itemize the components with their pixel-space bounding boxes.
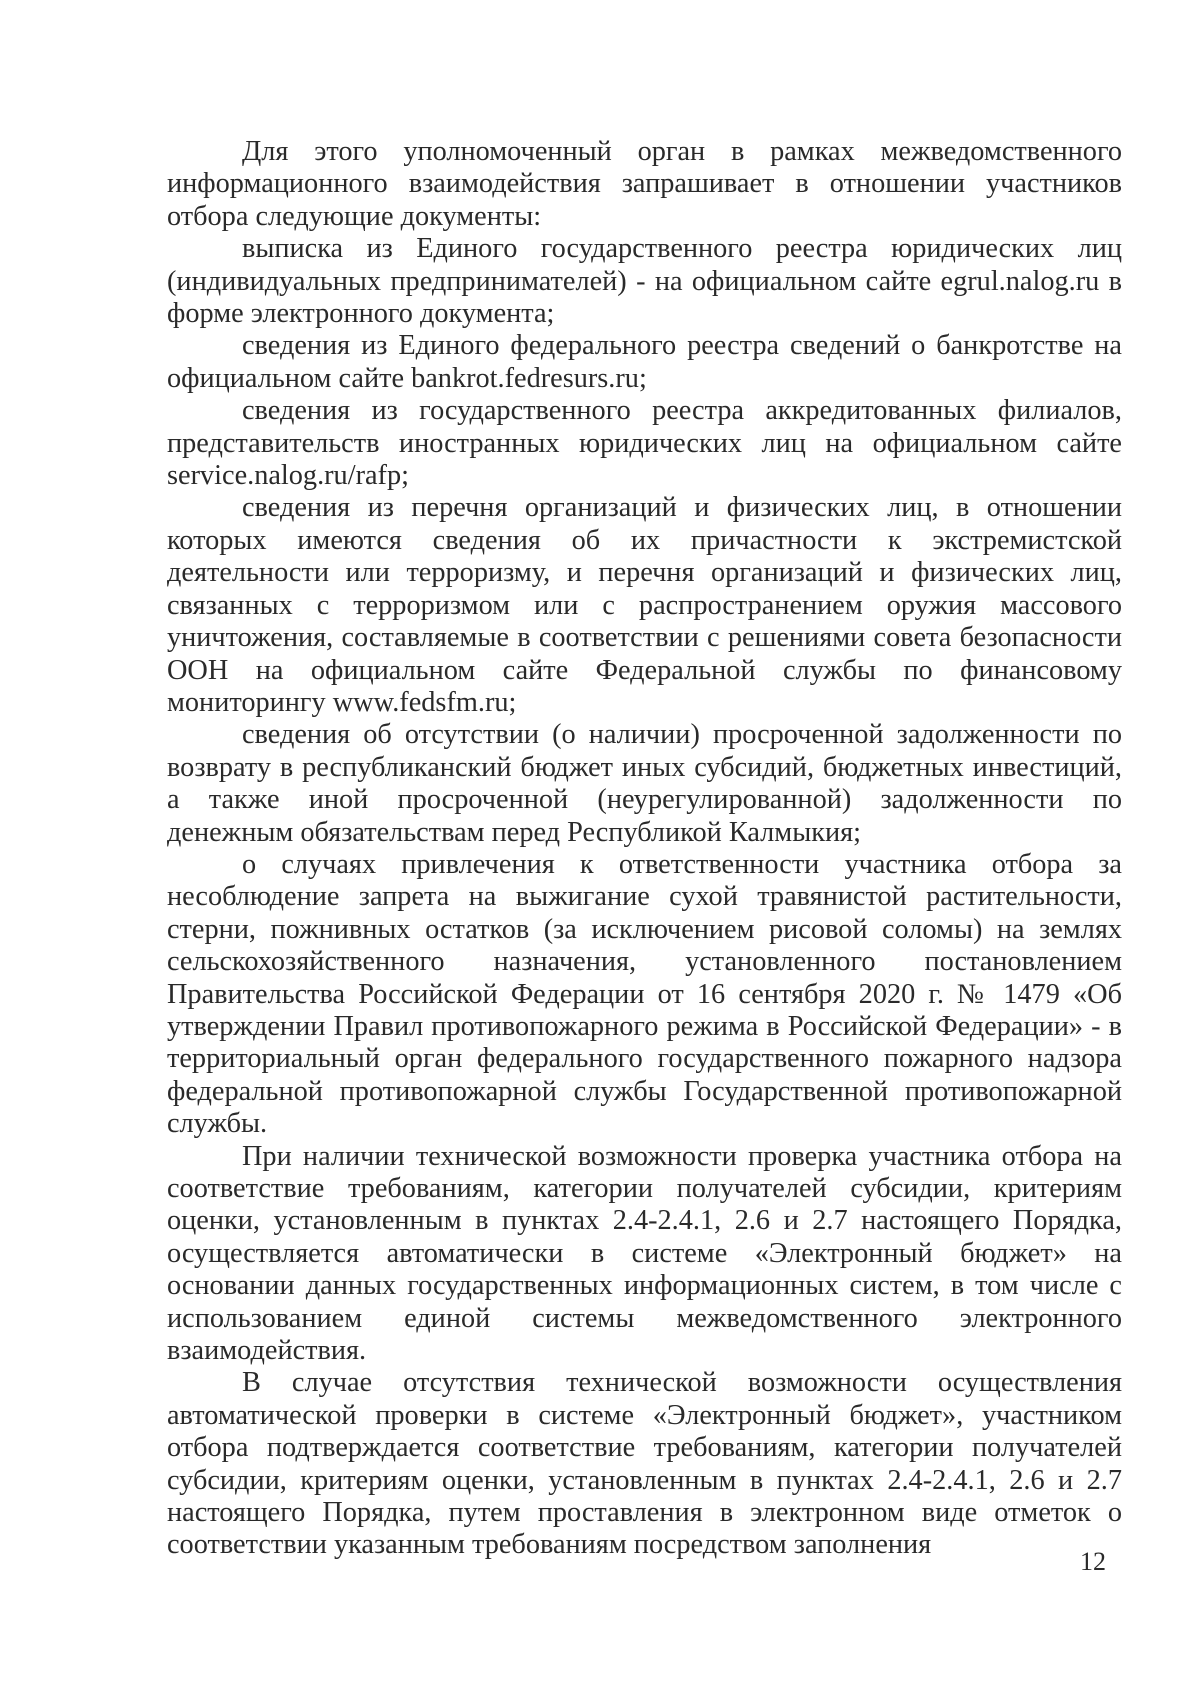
paragraph: В случае отсутствия технической возможности осуществления автоматической проверки в системе «Электронный бюджет», участником отбора подтверждается соответствие требованиям, категории получателей субсидии, критериям оценки, установленным в пунктах 2.4-2.4.1, 2.6 и 2.7 настоящего Порядка, путем проставления в электронном виде отметок о соответствии указанным требованиям посредством заполнения	[167, 1367, 1122, 1561]
page-number: 12	[1080, 1547, 1106, 1576]
paragraph: сведения из Единого федерального реестра сведений о банкротстве на официальном сайте bankrot.fedresurs.ru;	[167, 330, 1122, 394]
paragraph: выписка из Единого государственного реестра юридических лиц (индивидуальных предпринимателей) - на официальном сайте egrul.nalog.ru в форме электронного документа;	[167, 233, 1122, 330]
paragraph: о случаях привлечения к ответственности участника отбора за несоблюдение запрета на выжигание сухой травянистой растительности, стерни, пожнивных остатков (за исключением рисовой соломы) на землях сельскохозяйственного назначения, установленного постановлением Правительства Российской Федерации от 16 сентября 2020 г. № 1479 «Об утверждении Правил противопожарного режима в Российской Федерации» - в территориальный орган федерального государственного пожарного надзора федеральной противопожарной службы Государственной противопожарной службы.	[167, 848, 1122, 1140]
paragraph: сведения из государственного реестра аккредитованных филиалов, представительств иностранных юридических лиц на официальном сайте service.nalog.ru/rafp;	[167, 395, 1122, 492]
paragraph: сведения об отсутствии (о наличии) просроченной задолженности по возврату в республиканский бюджет иных субсидий, бюджетных инвестиций, а также иной просроченной (неурегулированной) задолженности по денежным обязательствам перед Республикой Калмыкия;	[167, 719, 1122, 848]
paragraph: При наличии технической возможности проверка участника отбора на соответствие требованиям, категории получателей субсидии, критериям оценки, установленным в пунктах 2.4-2.4.1, 2.6 и 2.7 настоящего Порядка, осуществляется автоматически в системе «Электронный бюджет» на основании данных государственных информационных систем, в том числе с использованием единой системы межведомственного электронного взаимодействия.	[167, 1140, 1122, 1367]
paragraph: Для этого уполномоченный орган в рамках межведомственного информационного взаимодействия запрашивает в отношении участников отбора следующие документы:	[167, 136, 1122, 232]
document-body	[167, 136, 1122, 1562]
paragraph: сведения из перечня организаций и физических лиц, в отношении которых имеются сведения об их причастности к экстремистской деятельности или терроризму, и перечня организаций и физических лиц, связанных с терроризмом или с распространением оружия массового уничтожения, составляемые в соответствии с решениями совета безопасности ООН на официальном сайте Федеральной службы по финансовому мониторингу www.fedsfm.ru;	[167, 492, 1122, 718]
